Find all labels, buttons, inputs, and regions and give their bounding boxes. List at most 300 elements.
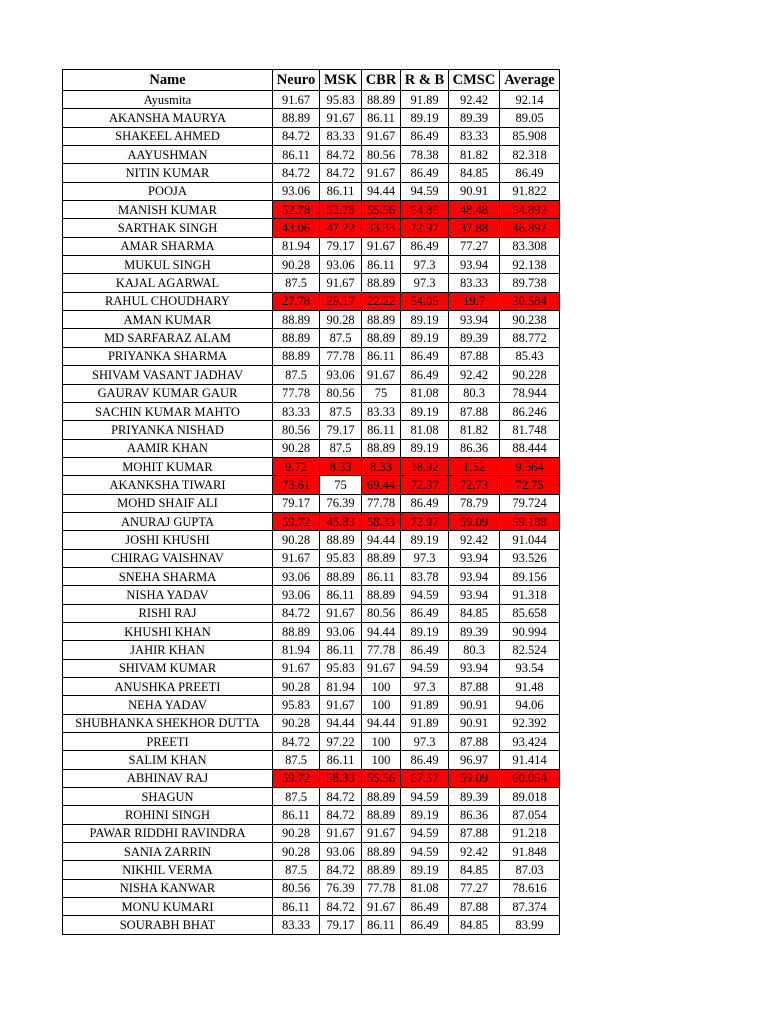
cell-avg: 93.526 — [500, 549, 560, 567]
cell-neuro: 84.72 — [273, 733, 320, 751]
cell-cmsc: 87.88 — [449, 678, 500, 696]
cell-neuro: 88.89 — [273, 622, 320, 640]
table-row — [63, 751, 560, 769]
cell-cbr: 91.67 — [362, 127, 401, 145]
table-row — [63, 402, 560, 420]
cell-name: SARTHAK SINGH — [63, 219, 273, 237]
cell-name: AAYUSHMAN — [63, 146, 273, 164]
cell-cbr: 86.11 — [362, 421, 401, 439]
cell-msk: 87.5 — [320, 402, 362, 420]
cell-name: SNEHA SHARMA — [63, 567, 273, 585]
cell-neuro: 52.78 — [273, 201, 320, 219]
cell-name: PREETI — [63, 733, 273, 751]
table-row — [63, 274, 560, 292]
cell-rb: 86.49 — [401, 604, 449, 622]
cell-neuro: 95.83 — [273, 696, 320, 714]
cell-msk: 76.39 — [320, 879, 362, 897]
header-msk: MSK — [320, 70, 362, 91]
cell-cmsc: 89.39 — [449, 622, 500, 640]
cell-name: CHIRAG VAISHNAV — [63, 549, 273, 567]
table-row — [63, 201, 560, 219]
cell-avg: 87.374 — [500, 898, 560, 916]
table-row — [63, 898, 560, 916]
table-row — [63, 146, 560, 164]
cell-rb: 18.92 — [401, 457, 449, 475]
table-row — [63, 476, 560, 494]
cell-cmsc: 93.94 — [449, 567, 500, 585]
cell-cbr: 91.67 — [362, 366, 401, 384]
header-cbr: CBR — [362, 70, 401, 91]
cell-cbr: 94.44 — [362, 182, 401, 200]
cell-neuro: 87.5 — [273, 366, 320, 384]
cell-cmsc: 89.39 — [449, 109, 500, 127]
cell-msk: 91.67 — [320, 824, 362, 842]
cell-avg: 91.414 — [500, 751, 560, 769]
cell-avg: 30.584 — [500, 292, 560, 310]
cell-msk: 79.17 — [320, 421, 362, 439]
cell-rb: 72.97 — [401, 476, 449, 494]
cell-neuro: 77.78 — [273, 384, 320, 402]
cell-name: AKANKSHA TIWARI — [63, 476, 273, 494]
cell-rb: 72.97 — [401, 219, 449, 237]
cell-cbr: 88.89 — [362, 329, 401, 347]
table-header — [63, 70, 560, 91]
cell-neuro: 59.72 — [273, 769, 320, 787]
cell-cbr: 58.33 — [362, 512, 401, 530]
cell-rb: 97.3 — [401, 274, 449, 292]
cell-rb: 86.49 — [401, 898, 449, 916]
cell-neuro: 90.28 — [273, 843, 320, 861]
cell-rb: 54.05 — [401, 292, 449, 310]
cell-msk: 79.17 — [320, 916, 362, 934]
cell-rb: 97.3 — [401, 549, 449, 567]
cell-neuro: 84.72 — [273, 164, 320, 182]
cell-name: PRIYANKA SHARMA — [63, 347, 273, 365]
cell-cmsc: 1.52 — [449, 457, 500, 475]
cell-rb: 91.89 — [401, 91, 449, 109]
cell-msk: 91.67 — [320, 109, 362, 127]
table-row — [63, 439, 560, 457]
cell-avg: 86.246 — [500, 402, 560, 420]
cell-cbr: 94.44 — [362, 622, 401, 640]
cell-cbr: 86.11 — [362, 256, 401, 274]
cell-msk: 84.72 — [320, 861, 362, 879]
cell-rb: 94.59 — [401, 586, 449, 604]
cell-rb: 94.59 — [401, 182, 449, 200]
cell-cbr: 88.89 — [362, 274, 401, 292]
cell-name: SOURABH BHAT — [63, 916, 273, 934]
cell-neuro: 90.28 — [273, 678, 320, 696]
cell-neuro: 87.5 — [273, 861, 320, 879]
cell-name: JAHIR KHAN — [63, 641, 273, 659]
cell-msk: 93.06 — [320, 366, 362, 384]
table-row — [63, 659, 560, 677]
cell-cbr: 77.78 — [362, 494, 401, 512]
cell-cmsc: 90.91 — [449, 714, 500, 732]
cell-rb: 94.59 — [401, 659, 449, 677]
table-row — [63, 219, 560, 237]
cell-avg: 82.524 — [500, 641, 560, 659]
cell-rb: 86.49 — [401, 751, 449, 769]
header-rb: R & B — [401, 70, 449, 91]
table-row — [63, 622, 560, 640]
table-row — [63, 733, 560, 751]
table-row — [63, 494, 560, 512]
cell-name: MUKUL SINGH — [63, 256, 273, 274]
cell-neuro: 91.67 — [273, 659, 320, 677]
table-row — [63, 879, 560, 897]
cell-avg: 92.392 — [500, 714, 560, 732]
cell-rb: 86.49 — [401, 641, 449, 659]
cell-cmsc: 89.39 — [449, 788, 500, 806]
table-row — [63, 861, 560, 879]
cell-msk: 75 — [320, 476, 362, 494]
cell-rb: 86.49 — [401, 347, 449, 365]
cell-cbr: 88.89 — [362, 788, 401, 806]
cell-rb: 81.08 — [401, 384, 449, 402]
cell-cmsc: 96.97 — [449, 751, 500, 769]
cell-msk: 29.17 — [320, 292, 362, 310]
cell-cbr: 100 — [362, 751, 401, 769]
cell-msk: 77.78 — [320, 347, 362, 365]
cell-neuro: 79.17 — [273, 494, 320, 512]
cell-name: SHIVAM KUMAR — [63, 659, 273, 677]
cell-name: MONU KUMARI — [63, 898, 273, 916]
cell-cmsc: 93.94 — [449, 256, 500, 274]
cell-cmsc: 92.42 — [449, 91, 500, 109]
cell-cbr: 100 — [362, 733, 401, 751]
cell-name: AMAR SHARMA — [63, 237, 273, 255]
cell-msk: 84.72 — [320, 146, 362, 164]
cell-neuro: 80.56 — [273, 879, 320, 897]
cell-msk: 86.11 — [320, 586, 362, 604]
cell-name: ANURAJ GUPTA — [63, 512, 273, 530]
cell-rb: 86.49 — [401, 164, 449, 182]
cell-neuro: 93.06 — [273, 182, 320, 200]
cell-neuro: 84.72 — [273, 127, 320, 145]
table-row — [63, 311, 560, 329]
cell-avg: 93.424 — [500, 733, 560, 751]
cell-rb: 89.19 — [401, 861, 449, 879]
cell-msk: 93.06 — [320, 622, 362, 640]
header-average: Average — [500, 70, 560, 91]
cell-cmsc: 59.09 — [449, 512, 500, 530]
cell-msk: 87.5 — [320, 329, 362, 347]
table-body — [63, 91, 560, 935]
table-row — [63, 366, 560, 384]
table-row — [63, 531, 560, 549]
cell-avg: 91.822 — [500, 182, 560, 200]
cell-cmsc: 93.94 — [449, 586, 500, 604]
cell-rb: 67.57 — [401, 769, 449, 787]
cell-msk: 91.67 — [320, 696, 362, 714]
cell-avg: 54.892 — [500, 201, 560, 219]
cell-rb: 89.19 — [401, 329, 449, 347]
cell-neuro: 43.06 — [273, 219, 320, 237]
cell-rb: 94.59 — [401, 824, 449, 842]
cell-rb: 86.49 — [401, 366, 449, 384]
table-row — [63, 769, 560, 787]
cell-cmsc: 80.3 — [449, 641, 500, 659]
cell-avg: 92.14 — [500, 91, 560, 109]
cell-cmsc: 78.79 — [449, 494, 500, 512]
cell-name: SANIA ZARRIN — [63, 843, 273, 861]
cell-name: KAJAL AGARWAL — [63, 274, 273, 292]
cell-avg: 89.018 — [500, 788, 560, 806]
cell-avg: 88.772 — [500, 329, 560, 347]
cell-rb: 89.19 — [401, 109, 449, 127]
cell-rb: 86.49 — [401, 916, 449, 934]
cell-neuro: 93.06 — [273, 567, 320, 585]
cell-name: SACHIN KUMAR MAHTO — [63, 402, 273, 420]
cell-cmsc: 87.88 — [449, 824, 500, 842]
cell-avg: 90.238 — [500, 311, 560, 329]
cell-neuro: 88.89 — [273, 109, 320, 127]
cell-name: AMAN KUMAR — [63, 311, 273, 329]
cell-rb: 83.78 — [401, 567, 449, 585]
cell-avg: 78.616 — [500, 879, 560, 897]
table-row — [63, 604, 560, 622]
table-row — [63, 384, 560, 402]
cell-cbr: 33.33 — [362, 219, 401, 237]
cell-rb: 89.19 — [401, 311, 449, 329]
table-row — [63, 641, 560, 659]
cell-msk: 47.22 — [320, 219, 362, 237]
table-row — [63, 91, 560, 109]
cell-name: SHAGUN — [63, 788, 273, 806]
cell-neuro: 81.94 — [273, 237, 320, 255]
cell-neuro: 86.11 — [273, 806, 320, 824]
cell-avg: 92.138 — [500, 256, 560, 274]
cell-cmsc: 81.82 — [449, 421, 500, 439]
cell-cmsc: 87.88 — [449, 402, 500, 420]
cell-neuro: 87.5 — [273, 274, 320, 292]
cell-avg: 91.318 — [500, 586, 560, 604]
cell-msk: 94.44 — [320, 714, 362, 732]
cell-msk: 86.11 — [320, 751, 362, 769]
cell-msk: 45.83 — [320, 512, 362, 530]
cell-avg: 89.738 — [500, 274, 560, 292]
cell-rb: 89.19 — [401, 531, 449, 549]
cell-cbr: 88.89 — [362, 843, 401, 861]
cell-cbr: 55.56 — [362, 769, 401, 787]
table-row — [63, 843, 560, 861]
table-row — [63, 329, 560, 347]
table-row — [63, 256, 560, 274]
cell-cbr: 91.67 — [362, 659, 401, 677]
cell-cmsc: 86.36 — [449, 806, 500, 824]
table-row — [63, 164, 560, 182]
cell-cbr: 88.89 — [362, 806, 401, 824]
cell-cbr: 100 — [362, 696, 401, 714]
cell-name: PRIYANKA NISHAD — [63, 421, 273, 439]
cell-cmsc: 84.85 — [449, 861, 500, 879]
cell-neuro: 9.72 — [273, 457, 320, 475]
cell-cmsc: 92.42 — [449, 843, 500, 861]
cell-cmsc: 89.39 — [449, 329, 500, 347]
cell-name: SHAKEEL AHMED — [63, 127, 273, 145]
cell-name: ABHINAV RAJ — [63, 769, 273, 787]
cell-msk: 93.06 — [320, 843, 362, 861]
table-row — [63, 916, 560, 934]
cell-neuro: 83.33 — [273, 916, 320, 934]
cell-avg: 83.308 — [500, 237, 560, 255]
cell-avg: 82.318 — [500, 146, 560, 164]
header-neuro: Neuro — [273, 70, 320, 91]
cell-name: GAURAV KUMAR GAUR — [63, 384, 273, 402]
cell-msk: 95.83 — [320, 549, 362, 567]
cell-cbr: 94.44 — [362, 714, 401, 732]
cell-cmsc: 19.7 — [449, 292, 500, 310]
cell-name: ANUSHKA PREETI — [63, 678, 273, 696]
cell-name: RISHI RAJ — [63, 604, 273, 622]
cell-rb: 91.89 — [401, 714, 449, 732]
table-row — [63, 586, 560, 604]
cell-neuro: 84.72 — [273, 604, 320, 622]
cell-name: MOHIT KUMAR — [63, 457, 273, 475]
cell-cbr: 77.78 — [362, 641, 401, 659]
cell-name: AAMIR KHAN — [63, 439, 273, 457]
cell-rb: 89.19 — [401, 806, 449, 824]
cell-name: POOJA — [63, 182, 273, 200]
cell-cbr: 88.89 — [362, 586, 401, 604]
cell-name: NIKHIL VERMA — [63, 861, 273, 879]
cell-cbr: 88.89 — [362, 439, 401, 457]
cell-cmsc: 93.94 — [449, 311, 500, 329]
cell-msk: 90.28 — [320, 311, 362, 329]
cell-rb: 97.3 — [401, 733, 449, 751]
cell-cbr: 55.56 — [362, 201, 401, 219]
cell-avg: 78.944 — [500, 384, 560, 402]
cell-cmsc: 92.42 — [449, 531, 500, 549]
cell-name: MOHD SHAIF ALI — [63, 494, 273, 512]
table-row — [63, 292, 560, 310]
cell-neuro: 93.06 — [273, 586, 320, 604]
cell-rb: 94.59 — [401, 843, 449, 861]
cell-neuro: 27.78 — [273, 292, 320, 310]
cell-msk: 86.11 — [320, 641, 362, 659]
header-cmsc: CMSC — [449, 70, 500, 91]
score-table — [62, 69, 560, 935]
cell-msk: 80.56 — [320, 384, 362, 402]
cell-avg: 86.49 — [500, 164, 560, 182]
header-row — [63, 70, 560, 91]
cell-cbr: 91.67 — [362, 898, 401, 916]
cell-name: NITIN KUMAR — [63, 164, 273, 182]
cell-name: ROHINI SINGH — [63, 806, 273, 824]
table-row — [63, 806, 560, 824]
cell-name: JOSHI KHUSHI — [63, 531, 273, 549]
cell-rb: 89.19 — [401, 402, 449, 420]
cell-avg: 87.03 — [500, 861, 560, 879]
table-row — [63, 714, 560, 732]
cell-msk: 86.11 — [320, 182, 362, 200]
cell-cmsc: 80.3 — [449, 384, 500, 402]
cell-neuro: 88.89 — [273, 347, 320, 365]
cell-cmsc: 93.94 — [449, 549, 500, 567]
cell-neuro: 91.67 — [273, 91, 320, 109]
cell-avg: 93.54 — [500, 659, 560, 677]
cell-cbr: 88.89 — [362, 311, 401, 329]
table-row — [63, 512, 560, 530]
cell-cbr: 8.33 — [362, 457, 401, 475]
table-row — [63, 567, 560, 585]
cell-msk: 84.72 — [320, 788, 362, 806]
cell-cbr: 86.11 — [362, 916, 401, 934]
table-row — [63, 109, 560, 127]
cell-avg: 60.054 — [500, 769, 560, 787]
cell-name: MD SARFARAZ ALAM — [63, 329, 273, 347]
cell-cbr: 86.11 — [362, 109, 401, 127]
cell-neuro: 83.33 — [273, 402, 320, 420]
cell-msk: 91.67 — [320, 274, 362, 292]
table-row — [63, 549, 560, 567]
cell-avg: 91.044 — [500, 531, 560, 549]
cell-neuro: 90.28 — [273, 824, 320, 842]
cell-neuro: 87.5 — [273, 751, 320, 769]
cell-cbr: 86.11 — [362, 347, 401, 365]
cell-msk: 58.33 — [320, 769, 362, 787]
cell-neuro: 90.28 — [273, 531, 320, 549]
cell-cmsc: 84.85 — [449, 164, 500, 182]
table-row — [63, 127, 560, 145]
cell-cmsc: 93.94 — [449, 659, 500, 677]
table-row — [63, 696, 560, 714]
cell-avg: 85.658 — [500, 604, 560, 622]
cell-msk: 81.94 — [320, 678, 362, 696]
table-row — [63, 421, 560, 439]
cell-cmsc: 87.88 — [449, 347, 500, 365]
cell-avg: 91.48 — [500, 678, 560, 696]
cell-neuro: 88.89 — [273, 329, 320, 347]
cell-name: NISHA KANWAR — [63, 879, 273, 897]
cell-cbr: 80.56 — [362, 146, 401, 164]
cell-cbr: 69.44 — [362, 476, 401, 494]
cell-cmsc: 59.09 — [449, 769, 500, 787]
cell-cbr: 86.11 — [362, 567, 401, 585]
cell-msk: 79.17 — [320, 237, 362, 255]
cell-avg: 59.188 — [500, 512, 560, 530]
cell-cmsc: 48.48 — [449, 201, 500, 219]
cell-name: MANISH KUMAR — [63, 201, 273, 219]
cell-msk: 84.72 — [320, 164, 362, 182]
cell-neuro: 80.56 — [273, 421, 320, 439]
table-row — [63, 237, 560, 255]
cell-cmsc: 77.27 — [449, 879, 500, 897]
header-name: Name — [63, 70, 273, 91]
cell-cmsc: 86.36 — [449, 439, 500, 457]
cell-avg: 91.848 — [500, 843, 560, 861]
cell-cbr: 88.89 — [362, 549, 401, 567]
cell-cbr: 91.67 — [362, 824, 401, 842]
cell-avg: 81.748 — [500, 421, 560, 439]
cell-avg: 91.218 — [500, 824, 560, 842]
cell-cmsc: 72.73 — [449, 476, 500, 494]
cell-cbr: 75 — [362, 384, 401, 402]
cell-neuro: 90.28 — [273, 256, 320, 274]
cell-rb: 94.59 — [401, 788, 449, 806]
cell-cmsc: 37.88 — [449, 219, 500, 237]
cell-avg: 89.05 — [500, 109, 560, 127]
cell-neuro: 59.72 — [273, 512, 320, 530]
cell-name: PAWAR RIDDHI RAVINDRA — [63, 824, 273, 842]
cell-cbr: 91.67 — [362, 164, 401, 182]
cell-avg: 72.75 — [500, 476, 560, 494]
table-row — [63, 788, 560, 806]
cell-msk: 84.72 — [320, 898, 362, 916]
cell-rb: 72.97 — [401, 512, 449, 530]
cell-name: Ayusmita — [63, 91, 273, 109]
